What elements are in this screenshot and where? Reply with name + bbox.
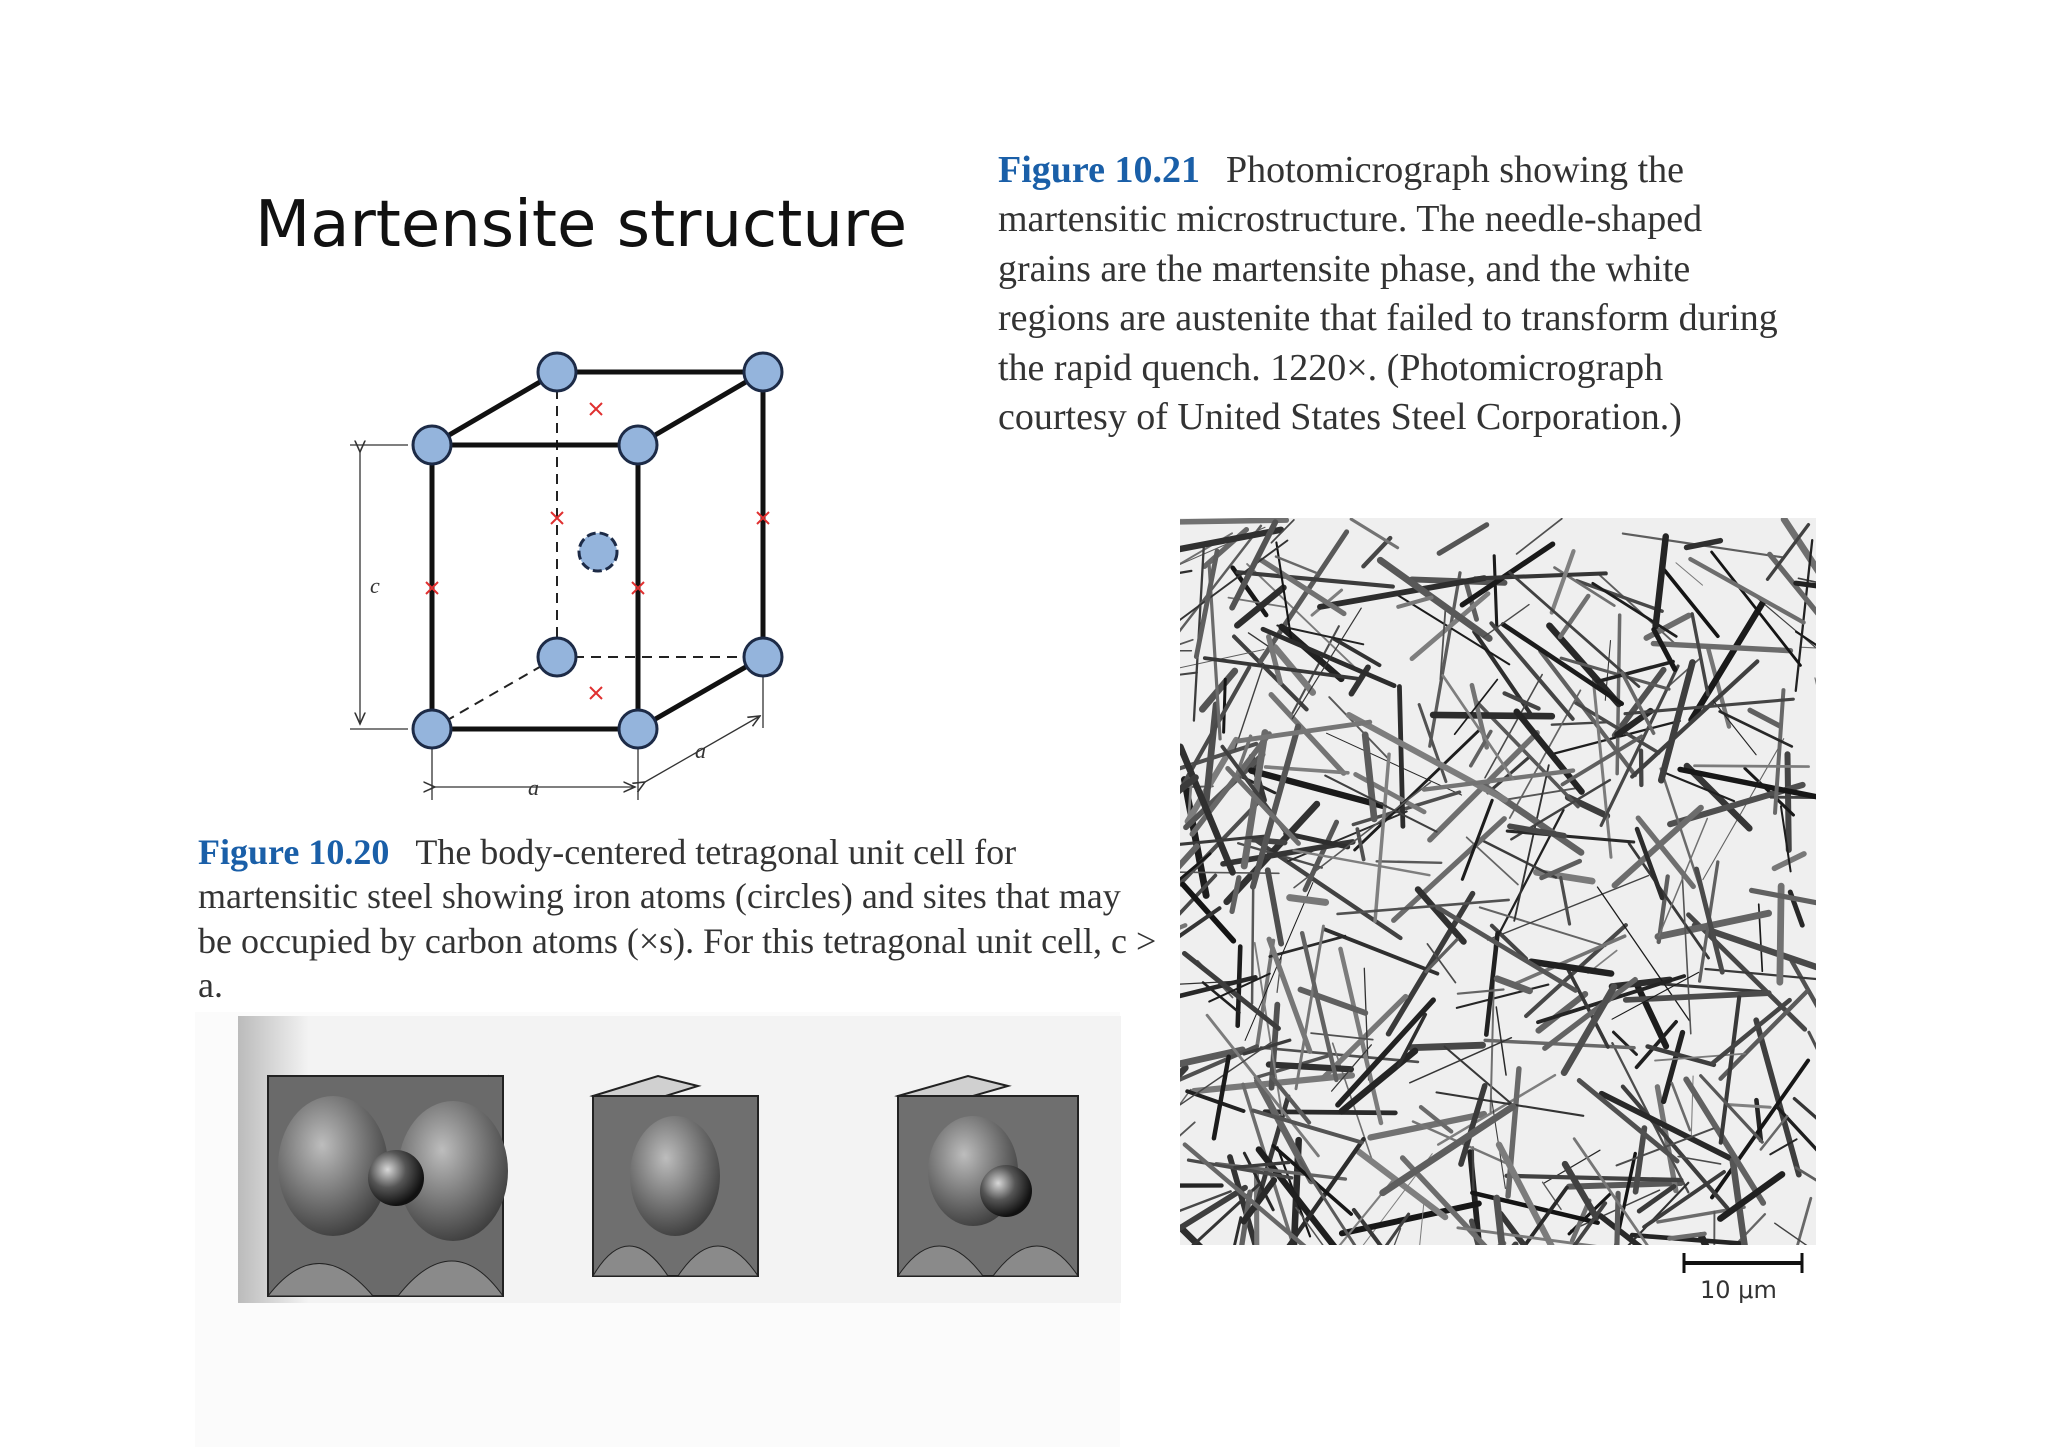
martensite-needle [1290, 898, 1326, 903]
atom-back-bottom-right [744, 638, 782, 676]
atom-front-top-right [619, 426, 657, 464]
atom-back-bottom-left [538, 638, 576, 676]
bct-unit-cell-diagram [340, 340, 800, 810]
figure-10-21-caption [998, 146, 1798, 442]
figure-10-20-caption [198, 830, 1158, 1007]
dimension-label-a-front: a [528, 775, 539, 800]
martensite-needle [1694, 766, 1808, 767]
figure-10-20-text: The body-centered tetragonal unit cell for martensitic steel showing iron atoms (circles) and sites that may be occupied by carbon atoms (×s). For this tetragonal unit cell, c > a. [198, 832, 1157, 1005]
scale-bar [1680, 1250, 1810, 1276]
carbon-site-bottom [590, 687, 602, 699]
hard-sphere-model-1 [268, 1076, 508, 1296]
hard-sphere-model-2 [593, 1076, 758, 1276]
atom-front-bottom-left [413, 710, 451, 748]
martensite-needle [1224, 679, 1226, 732]
martensite-photomicrograph [1180, 518, 1816, 1245]
martensite-needle [1787, 754, 1788, 850]
martensite-needle [1377, 861, 1442, 862]
martensite-needle [1252, 874, 1253, 1003]
atom-body-center [579, 533, 617, 571]
atom-front-top-left [413, 426, 451, 464]
figure-10-21-label: Figure 10.21 [998, 149, 1200, 191]
martensite-needle [1412, 1045, 1483, 1048]
carbon-site-top [590, 403, 602, 415]
figure-10-21-text: Photomicrograph showing the martensitic microstructure. The needle-shaped grains are the martensite phase, and the white regions are austenite that failed to transform during the rapid quench. 1220×. (Photomicrograph courtesy of United States Steel Corporation.) [998, 149, 1778, 438]
hard-sphere-models-image [238, 1016, 1121, 1303]
atom-front-bottom-right [619, 710, 657, 748]
hard-sphere-model-3 [898, 1076, 1078, 1276]
martensite-needle [1433, 715, 1552, 716]
dimension-label-c: c [370, 573, 380, 598]
atom-back-top-right [744, 353, 782, 391]
figure-10-20-label: Figure 10.20 [198, 832, 390, 872]
martensite-needle [1780, 886, 1781, 982]
dimension-label-a-depth: a [695, 738, 706, 763]
scale-bar-label: 10 μm [1700, 1276, 1777, 1304]
martensite-needle [1180, 520, 1286, 523]
slide-title: Martensite structure [255, 188, 908, 262]
iron-atoms [413, 353, 782, 748]
martensite-needle [1569, 1183, 1681, 1187]
atom-back-top-left [538, 353, 576, 391]
martensite-needle [1473, 1147, 1474, 1193]
